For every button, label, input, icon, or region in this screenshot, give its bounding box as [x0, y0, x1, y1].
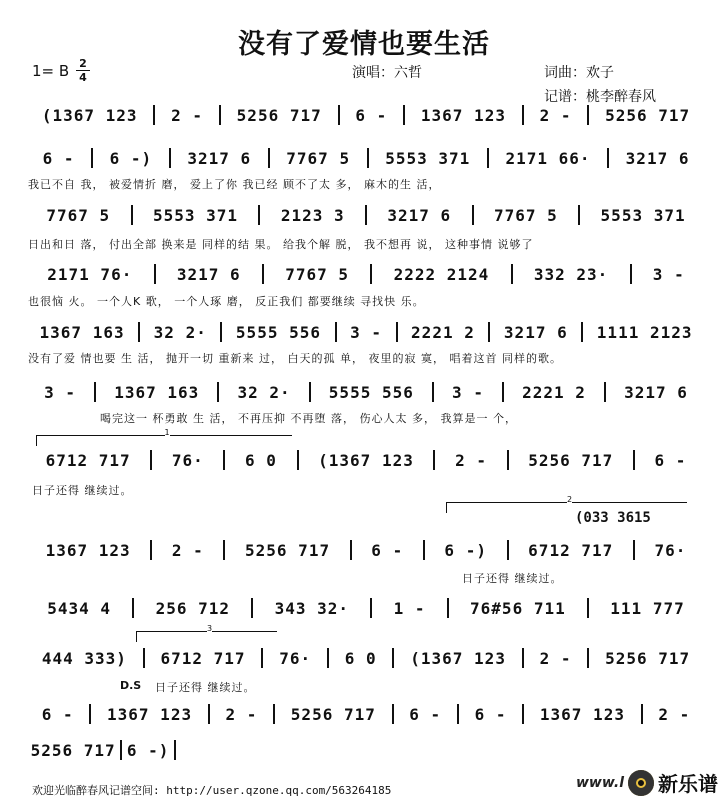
measure: 1111 2123 — [596, 322, 693, 342]
bar-line — [581, 322, 583, 342]
bar-line — [261, 648, 263, 668]
bar-line — [392, 648, 394, 668]
bar-line — [641, 704, 643, 724]
measure: 6 - — [41, 704, 74, 724]
bar-line — [457, 704, 459, 724]
notation-line — [28, 148, 704, 168]
measure: 76#56 711 — [470, 598, 566, 618]
bar-line — [154, 264, 156, 284]
measure: 2 - — [539, 105, 572, 125]
bar-line — [251, 598, 253, 618]
bar-line — [131, 205, 133, 225]
logo-name: 新乐谱 — [658, 772, 718, 796]
measure: 3217 6 — [176, 264, 241, 284]
measure: 5256 717 — [605, 105, 691, 125]
bar-line — [309, 382, 311, 402]
measure: 5256 717 — [605, 648, 691, 668]
bar-line — [335, 322, 337, 342]
measure: 6712 717 — [45, 450, 131, 470]
bar-line — [587, 598, 589, 618]
bar-line — [365, 205, 367, 225]
bar-line — [432, 382, 434, 402]
measure: 6 - — [474, 704, 507, 724]
bar-line — [327, 648, 329, 668]
lyric-line-6: 日子还得 继续过。 — [32, 484, 133, 497]
measure: 2 - — [171, 540, 204, 560]
measure: 5434 4 — [47, 598, 112, 618]
bar-line — [91, 148, 93, 168]
bar-line — [578, 205, 580, 225]
measure: 5256 717 — [290, 704, 376, 724]
measure: 1 - — [393, 598, 426, 618]
measure: 7767 5 — [46, 205, 111, 225]
bar-line — [338, 105, 340, 125]
lyric-line-2: 日出和日 落， 付出全部 换来是 同样的结 果。 给我个解 脱， 我不想再 说， 这种事情 说够了 — [28, 238, 534, 251]
bar-line — [507, 450, 509, 470]
measure: 1367 163 — [39, 322, 125, 342]
measure: 6 -) — [109, 148, 153, 168]
bar-line — [223, 450, 225, 470]
bar-line — [89, 704, 91, 724]
measure: 7767 5 — [286, 148, 351, 168]
measure: 3217 6 — [187, 148, 252, 168]
bar-line — [150, 450, 152, 470]
bar-line — [174, 740, 176, 760]
bar-line — [433, 450, 435, 470]
bar-line — [487, 148, 489, 168]
bar-line — [472, 205, 474, 225]
transcriber: 记谱：桃李醉春风 — [544, 89, 656, 105]
time-top: 2 — [79, 57, 87, 70]
measure: 444 333) — [41, 648, 127, 668]
lyric-line-7: 日子还得 继续过。 — [462, 572, 563, 585]
measure: 343 32· — [274, 598, 350, 618]
measure: 6 - — [654, 450, 687, 470]
notation-line — [28, 264, 704, 284]
measure: 2171 76· — [47, 264, 133, 284]
measure: 7767 5 — [285, 264, 350, 284]
measure: 6 - — [42, 148, 75, 168]
measure: 1367 123 — [45, 540, 131, 560]
bar-line — [153, 105, 155, 125]
notation-line — [28, 740, 178, 760]
measure: 2 - — [539, 648, 572, 668]
volta-2: 2 — [446, 502, 687, 513]
measure: 2 - — [455, 450, 487, 470]
measure: 2221 2 — [411, 322, 475, 342]
measure: (1367 123 — [410, 648, 506, 668]
measure: 5256 717 — [236, 105, 322, 125]
notation-line — [28, 382, 704, 402]
measure: 2221 2 — [522, 382, 586, 402]
measure: 3217 6 — [387, 205, 452, 225]
measure: 5553 371 — [385, 148, 471, 168]
measure: 2171 66· — [505, 148, 591, 168]
measure: 3217 6 — [503, 322, 568, 342]
bar-line — [502, 382, 504, 402]
bar-line — [219, 105, 221, 125]
bar-line — [350, 540, 352, 560]
lyric-line-1: 我已不自 我， 被爱情折 磨， 爱上了你 我已经 顾不了太 多， 麻木的生 活， — [28, 178, 441, 191]
measure: 5256 717 — [245, 540, 331, 560]
bar-line — [403, 105, 405, 125]
time-bottom: 4 — [79, 71, 87, 84]
measure: 6 0 — [344, 648, 377, 668]
bar-line — [522, 648, 524, 668]
measure: 3 - — [452, 382, 484, 402]
bar-line — [217, 382, 219, 402]
vinyl-record-icon — [628, 770, 654, 796]
key-signature: 1= B — [32, 62, 70, 80]
bar-line — [258, 205, 260, 225]
bar-line — [132, 598, 134, 618]
measure: 5256 717 — [30, 740, 116, 760]
song-title: 没有了爱情也要生活 — [238, 29, 490, 60]
measure: 256 712 — [155, 598, 231, 618]
bar-line — [262, 264, 264, 284]
measure: 5555 556 — [235, 322, 321, 342]
bar-line — [370, 264, 372, 284]
intro-marker: (033 3615 — [575, 510, 651, 526]
measure: 5553 371 — [600, 205, 686, 225]
bar-line — [633, 540, 635, 560]
measure: (1367 123 — [318, 450, 414, 470]
ds-marker: D.S — [120, 679, 142, 692]
measure: 5256 717 — [528, 450, 614, 470]
measure: 5555 556 — [328, 382, 414, 402]
measure: 1367 163 — [114, 382, 200, 402]
bar-line — [522, 105, 524, 125]
bar-line — [94, 382, 96, 402]
bar-line — [169, 148, 171, 168]
measure: 6 - — [371, 540, 404, 560]
measure: 3217 6 — [624, 382, 688, 402]
lyric-line-8: 日子还得 继续过。 — [155, 681, 256, 694]
measure: 3 - — [44, 382, 76, 402]
measure: 6 - — [409, 704, 442, 724]
measure: 7767 5 — [493, 205, 558, 225]
bar-line — [447, 598, 449, 618]
measure: 1367 123 — [420, 105, 506, 125]
time-signature — [76, 58, 90, 83]
measure: 6 -) — [444, 540, 487, 560]
bar-line — [396, 322, 398, 342]
site-logo[interactable] — [576, 768, 718, 797]
bar-line — [220, 322, 222, 342]
bar-line — [607, 148, 609, 168]
bar-line — [367, 148, 369, 168]
notation-line — [28, 648, 704, 668]
notation-line — [28, 322, 704, 342]
measure: 76· — [654, 540, 687, 560]
measure: 6712 717 — [160, 648, 246, 668]
logo-url: www.l — [575, 774, 624, 791]
bar-line — [297, 450, 299, 470]
measure: 32 2· — [237, 382, 291, 402]
measure: 1367 123 — [107, 704, 193, 724]
bar-line — [507, 540, 509, 560]
bar-line — [392, 704, 394, 724]
measure: 2 - — [225, 704, 258, 724]
measure: (1367 123 — [41, 105, 138, 125]
bar-line — [223, 540, 225, 560]
bar-line — [143, 648, 145, 668]
bar-line — [370, 598, 372, 618]
notation-line — [28, 540, 704, 560]
measure: 76· — [279, 648, 312, 668]
lyric-line-5: 喝完这一 杯勇敢 生 活， 不再压抑 不再堕 落， 伤心人太 多， 我算是一 个， — [100, 412, 517, 425]
bar-line — [138, 322, 140, 342]
volta-1: 1 — [36, 435, 292, 446]
bar-line — [150, 540, 152, 560]
bar-line — [633, 450, 635, 470]
bar-line — [587, 648, 589, 668]
measure: 6712 717 — [528, 540, 614, 560]
measure: 3 - — [350, 322, 382, 342]
bar-line — [522, 704, 524, 724]
measure: 111 777 — [610, 598, 685, 618]
measure: 2123 3 — [280, 205, 345, 225]
singer: 演唱：六哲 — [352, 65, 422, 81]
measure: 76· — [171, 450, 204, 470]
measure: 2 - — [171, 105, 204, 125]
measure: 2 - — [658, 704, 691, 724]
bar-line — [630, 264, 632, 284]
bar-line — [268, 148, 270, 168]
bar-line — [208, 704, 210, 724]
measure: 5553 371 — [152, 205, 239, 225]
measure: 6 0 — [245, 450, 277, 470]
bar-line — [488, 322, 490, 342]
measure: 3 - — [652, 264, 685, 284]
notation-line — [28, 598, 704, 618]
bar-line — [511, 264, 513, 284]
measure: 1367 123 — [539, 704, 625, 724]
footer-credit: 欢迎光临醉春风记谱空间: http://user.qzone.qq.com/563264185 — [32, 784, 392, 797]
measure: 6 -) — [126, 740, 170, 760]
lyric-line-4: 没有了爱 情也要 生 活， 抛开一切 重新来 过， 白天的孤 单， 夜里的寂 寞， 唱着这首 同样的歌。 — [28, 352, 562, 365]
measure: 332 23· — [533, 264, 609, 284]
bar-line — [604, 382, 606, 402]
lyric-line-3: 也很恼 火。 一个人K 歌， 一个人琢 磨， 反正我们 都要继续 寻找快 乐。 — [28, 295, 425, 308]
notation-line — [28, 704, 704, 724]
measure: 32 2· — [153, 322, 207, 342]
bar-line — [273, 704, 275, 724]
measure: 2222 2124 — [393, 264, 490, 284]
measure: 6 - — [355, 105, 388, 125]
bar-line — [120, 740, 122, 760]
measure: 3217 6 — [625, 148, 690, 168]
bar-line — [423, 540, 425, 560]
notation-line — [28, 205, 704, 225]
notation-line — [28, 105, 704, 125]
notation-line — [28, 450, 704, 470]
volta-3: 3 — [136, 631, 277, 642]
bar-line — [587, 105, 589, 125]
lyricist-composer: 词曲：欢子 — [544, 65, 614, 81]
